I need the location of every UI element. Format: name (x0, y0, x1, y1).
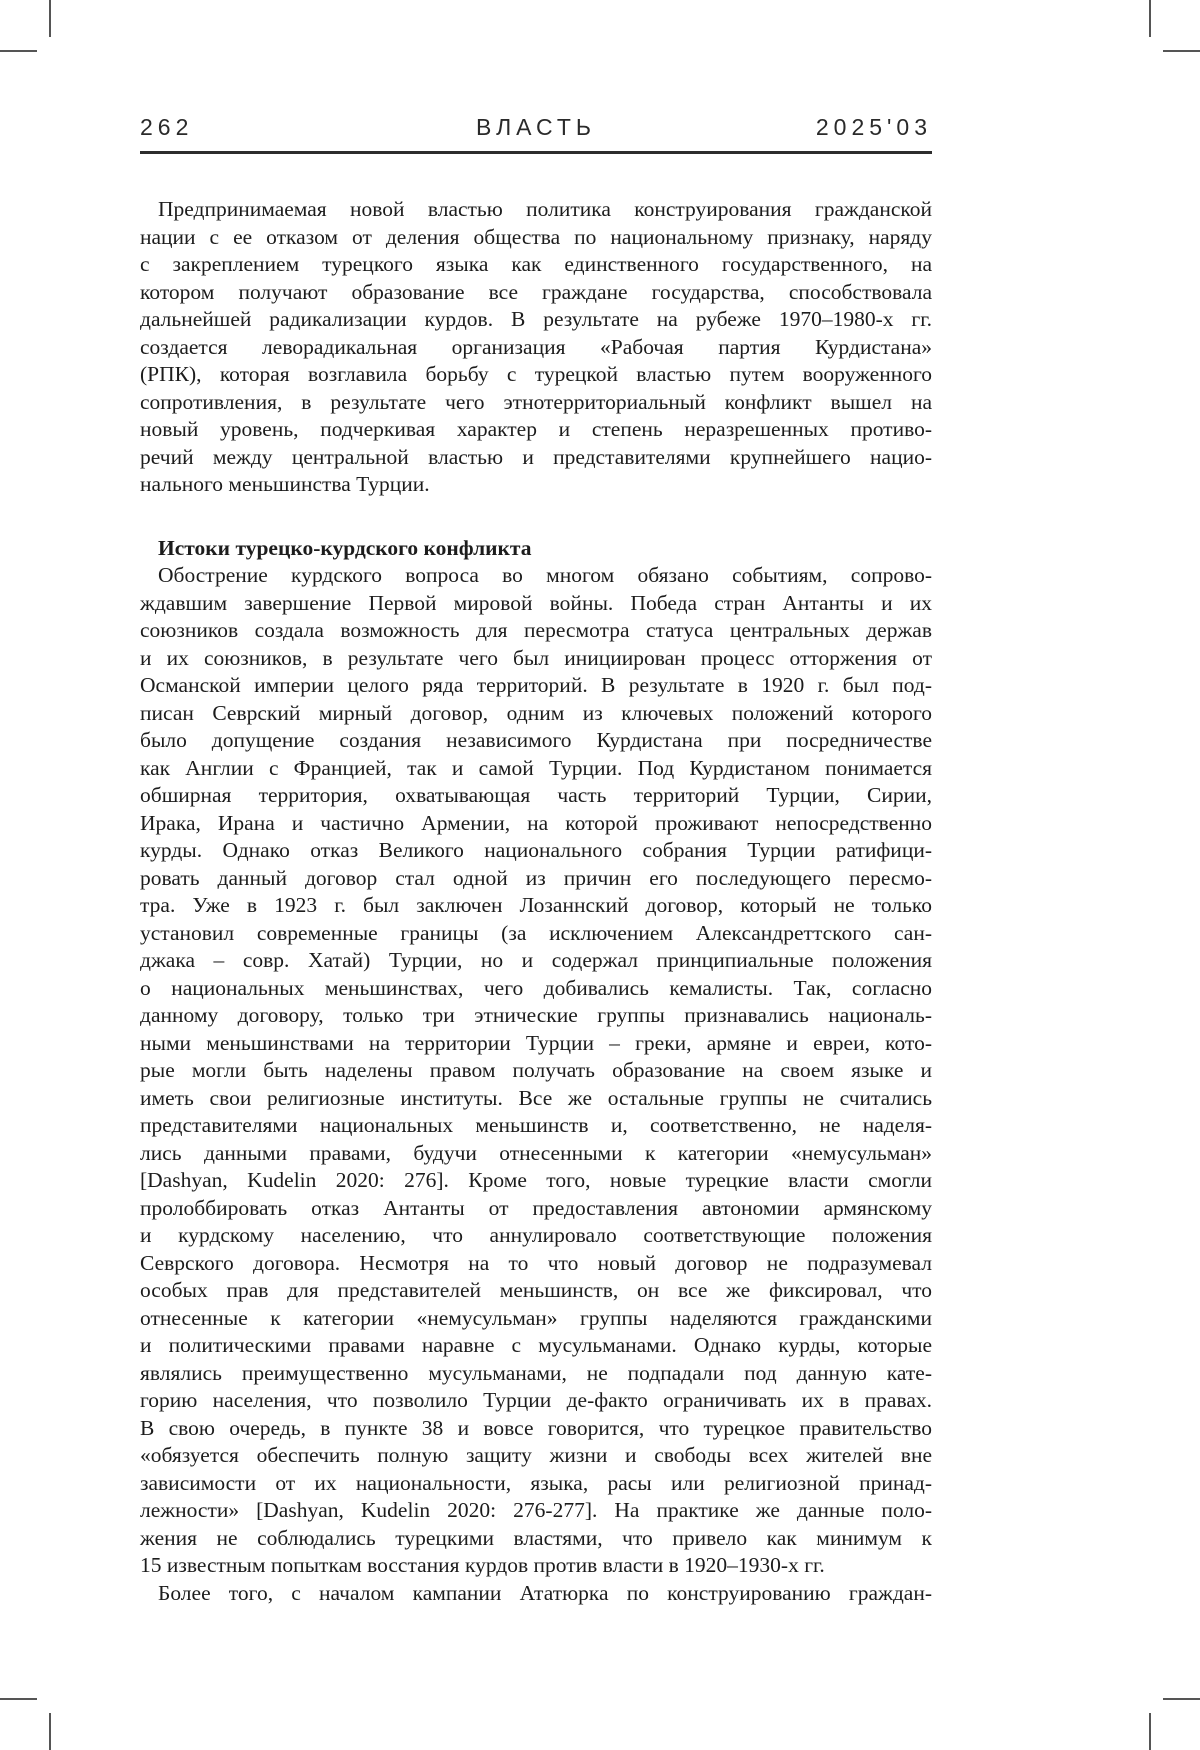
text-line: иметь свои религиозные институты. Все же остальные группы не считались (140, 1085, 932, 1110)
text-line: представителями национальных меньшинств и, соответственно, не наделя- (140, 1113, 932, 1137)
text-line: создается леворадикальная организация «Рабочая партия Курдистана» (140, 334, 932, 359)
text-line: В свою очередь, в пункте 38 и вовсе говорится, что турецкое правительство (140, 1415, 932, 1440)
text-line: писан Севрский мирный договор, одним из ключевых положений которого (140, 700, 932, 725)
text-line: джака – совр. Хатай) Турции, но и содержал принципиальные положения (140, 948, 932, 972)
text-line: и политическими правами наравне с мусульманами. Однако курды, которые (140, 1333, 932, 1357)
text-line: тра. Уже в 1923 г. был заключен Лозаннский договор, который не только (140, 893, 932, 917)
journal-title: ВЛАСТЬ (475, 114, 597, 140)
text-line: установил современные границы (за исключением Александреттского сан- (140, 920, 932, 945)
crop-mark-top-left-vertical (49, 0, 51, 37)
text-line: речий между центральной властью и представителями крупнейшего нацио- (140, 444, 932, 469)
crop-mark-bottom-right-horizontal (1163, 1698, 1200, 1700)
crop-mark-top-right-horizontal (1163, 50, 1200, 52)
section-heading: Истоки турецко-курдского конфликта (158, 535, 532, 560)
text-line: Ирака, Ирана и частично Армении, на которой проживают непосредственно (140, 810, 932, 835)
text-line: лежности» [Dashyan, Kudelin 2020: 276-277]. На практике же данные поло- (140, 1498, 932, 1522)
text-line: курды. Однако отказ Великого национального собрания Турции ратифици- (140, 838, 932, 862)
page-number: 262 (140, 114, 194, 140)
text-line: нального меньшинства Турции. (140, 472, 430, 496)
text-line: Османской империи целого ряда территорий. В результате в 1920 г. был под- (140, 673, 932, 697)
text-line: особых прав для представителей меньшинств, он все же фиксировал, что (140, 1278, 932, 1302)
crop-mark-bottom-right-vertical (1149, 1713, 1151, 1750)
running-head (140, 112, 932, 142)
text-line: о национальных меньшинствах, чего добивались кемалисты. Так, согласно (140, 975, 932, 1000)
text-line: дальнейшей радикализации курдов. В результате на рубеже 1970–1980-х гг. (140, 307, 932, 331)
text-line: лись данными правами, будучи отнесенными к категории «немусульман» (140, 1140, 932, 1165)
text-line: как Англии с Францией, так и самой Турции. Под Курдистаном понимается (140, 755, 932, 780)
text-line: с закреплением турецкого языка как единственного государственного, на (140, 252, 932, 276)
text-line: (РПК), которая возглавила борьбу с турецкой властью путем вооруженного (140, 362, 932, 386)
text-line: ными меньшинствами на территории Турции – греки, армяне и евреи, кото- (140, 1030, 932, 1055)
text-line: котором получают образование все граждане государства, способствовала (140, 279, 932, 304)
crop-mark-bottom-left-horizontal (0, 1698, 37, 1700)
text-line: [Dashyan, Kudelin 2020: 276]. Кроме того, новые турецкие власти смогли (140, 1168, 932, 1192)
text-line: было допущение создания независимого Курдистана при посредничестве (140, 728, 932, 752)
article-body (140, 196, 932, 1607)
text-line: являлись преимущественно мусульманами, не подпадали под данную кате- (140, 1360, 932, 1385)
text-line: Севрского договора. Несмотря на то что новый договор не подразумевал (140, 1250, 932, 1275)
text-line: рые могли быть наделены правом получать образование на своем языке и (140, 1058, 932, 1082)
issue-number: 2025'03 (815, 114, 932, 140)
paragraph (140, 562, 932, 1580)
text-line: ждавшим завершение Первой мировой войны. Победа стран Антанты и их (140, 590, 932, 615)
text-line: союзников создала возможность для пересмотра статуса центральных держав (140, 618, 932, 642)
text-line: горию населения, что позволило Турции де-факто ограничивать их в правах. (140, 1388, 932, 1412)
text-line: пролоббировать отказ Антанты от предоставления автономии армянскому (140, 1195, 932, 1220)
crop-mark-bottom-left-vertical (49, 1713, 51, 1750)
paragraph (140, 196, 932, 499)
header-rule (140, 151, 932, 154)
crop-mark-top-right-vertical (1149, 0, 1151, 37)
text-line: обширная территория, охватывающая часть территорий Турции, Сирии, (140, 783, 932, 807)
text-line: нации с ее отказом от деления общества по национальному признаку, наряду (140, 224, 932, 249)
text-line: Обострение курдского вопроса во многом обязано событиям, сопрово- (158, 563, 932, 587)
text-line: и курдскому населению, что аннулировало соответствующие положения (140, 1223, 932, 1247)
text-line: зависимости от их национальности, языка, расы или религиозной принад- (140, 1470, 932, 1495)
text-line: жения не соблюдались турецкими властями, что привело как минимум к (140, 1525, 932, 1550)
paragraph (140, 1580, 932, 1608)
text-line: и их союзников, в результате чего был инициирован процесс отторжения от (140, 645, 932, 670)
text-line: «обязуется обеспечить полную защиту жизни и свободы всех жителей вне (140, 1443, 932, 1467)
text-line: Предпринимаемая новой властью политика конструирования гражданской (158, 197, 932, 221)
text-line: 15 известным попыткам восстания курдов против власти в 1920–1930-х гг. (140, 1553, 825, 1577)
text-line: отнесенные к категории «немусульман» группы наделяются гражданскими (140, 1305, 932, 1330)
text-line: ровать данный договор стал одной из причин его последующего пересмо- (140, 865, 932, 890)
text-line: новый уровень, подчеркивая характер и степень неразрешенных противо- (140, 417, 932, 441)
text-line: сопротивления, в результате чего этнотерриториальный конфликт вышел на (140, 389, 932, 414)
text-line: данному договору, только три этнические группы признавались националь- (140, 1003, 932, 1027)
crop-mark-top-left-horizontal (0, 50, 37, 52)
text-line: Более того, с началом кампании Ататюрка по конструированию граждан- (158, 1580, 932, 1605)
